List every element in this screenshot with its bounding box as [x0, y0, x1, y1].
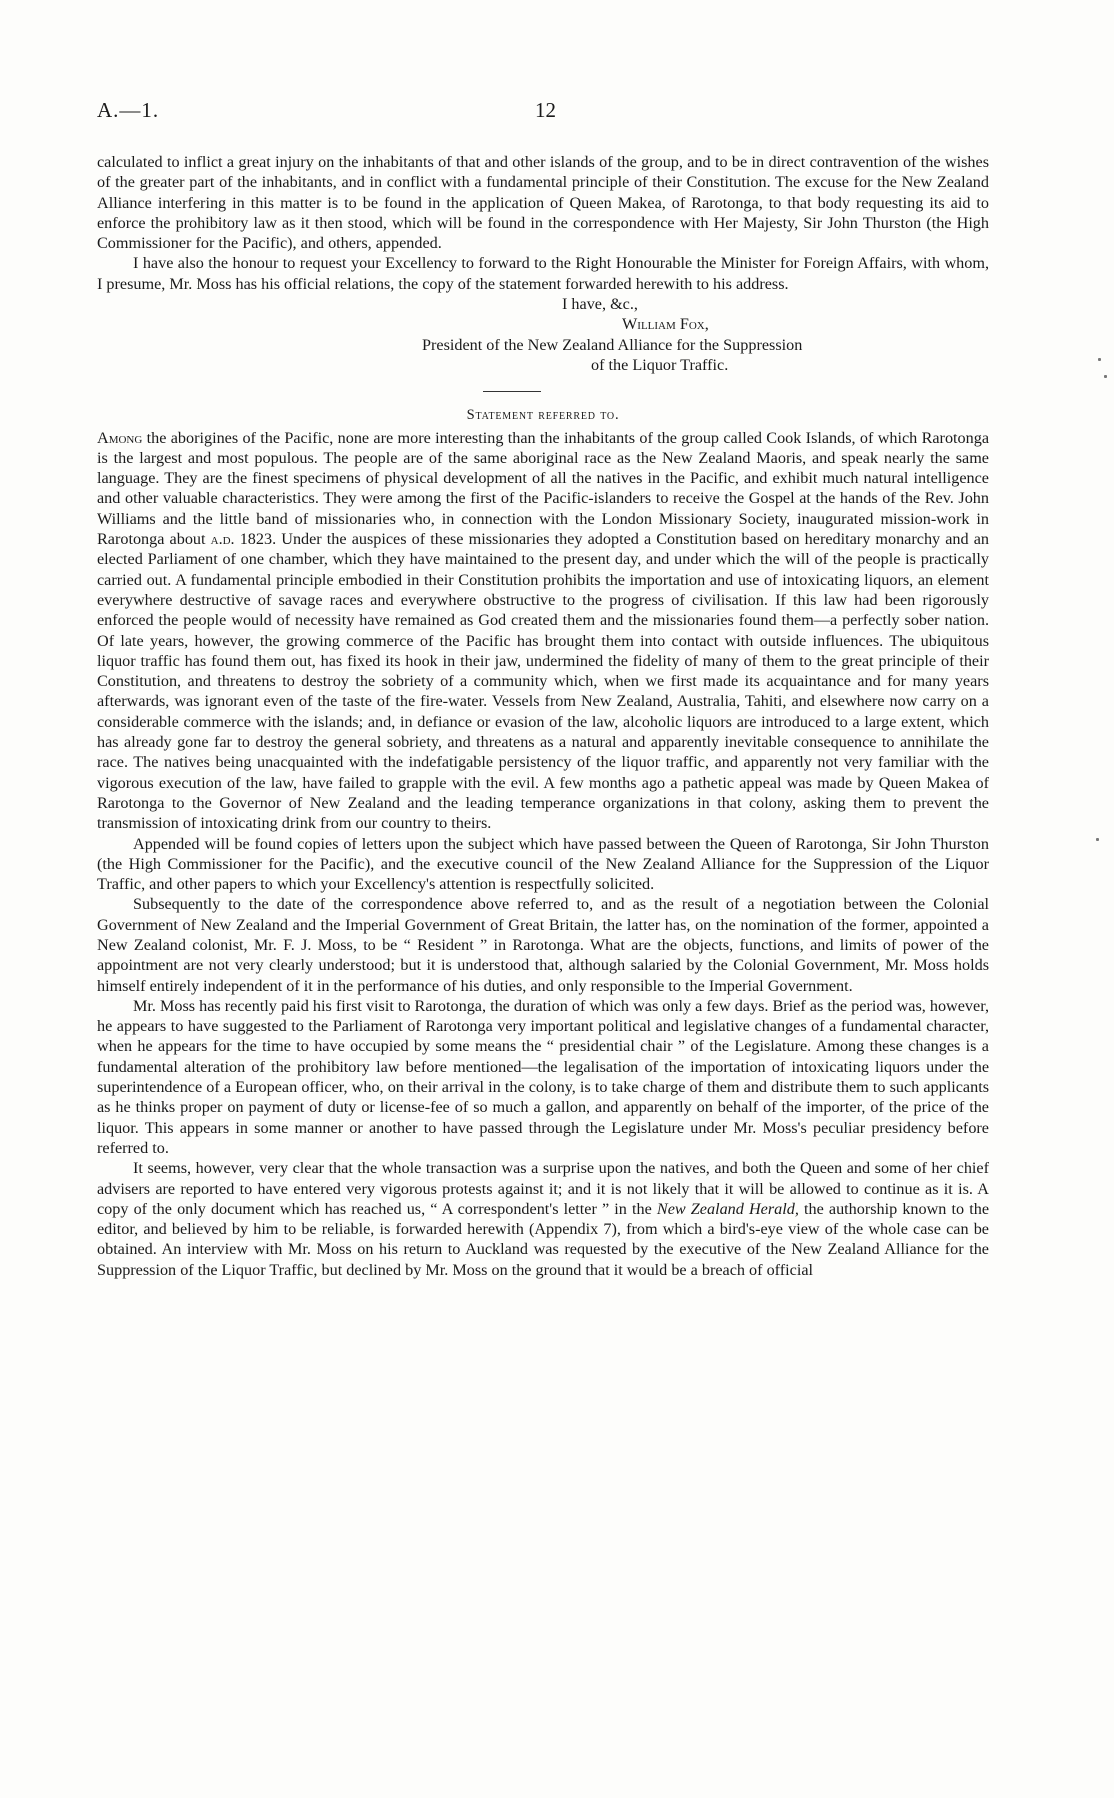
statement-paragraph-3: Subsequently to the date of the correspondence above referred to, and as the result of a negotiation between the Colonial Government of New Zealand and the Imperial Government of Great Britain, the latter has, on the nomination of the former, appointed a New Zealand colonist, Mr. F. J. Moss, to be “ Resident ” in Rarotonga. What are the objects, functions, and limits of power of the appointment are not very clearly understood; but it is understood that, although salaried by the Colonial Government, Mr. Moss holds himself entirely independent of it in the performance of his duties, and only responsible to the Imperial Government.	[97, 895, 989, 995]
continuation-paragraph: calculated to inflict a great injury on the inhabitants of that and other islands of the group, and to be in direct contravention of the wishes of the greater part of the inhabitants, and in conflict with a fundamental principle of their Constitution. The excuse for the New Zealand Alliance interfering in this matter is to be found in the application of Queen Makea, of Rarotonga, to that body requesting its aid to enforce the prohibitory law as it then stood, which will be found in the correspondence with Her Majesty, Sir John Thurston (the High Commissioner for the Pacific), and others, appended.	[97, 153, 989, 253]
statement-paragraph-5	[97, 1158, 989, 1280]
signatory-title-line-1: President of the New Zealand Alliance for the Suppression	[422, 335, 803, 354]
margin-speck	[1098, 358, 1101, 361]
page-number: 12	[535, 98, 556, 122]
statement-p1-part-a: the aborigines of the Pacific, none are more interesting than the inhabitants of the group called Cook Islands, of which Rarotonga is the largest and most populous. The people are of the same aboriginal race as the New Zealand Maoris, and speak nearly the same language. They are the finest specimens of physical development of all the natives in the Pacific, and exhibit much natural intelligence and other valuable characteristics. They were among the first of the Pacific-islanders to receive the Gospel at the hands of the Rev. John Williams and the little band of missionaries who, in connection with the London Missionary Society, inaugurated mission-work in Rarotonga about	[97, 428, 989, 549]
statement-paragraph-2: Appended will be found copies of letters upon the subject which have passed between the Queen of Rarotonga, Sir John Thurston (the High Commissioner for the Pacific), and the executive council of the New Zealand Alliance for the Suppression of the Liquor Traffic, and other papers to which your Excellency's attention is respectfully solicited.	[97, 834, 989, 894]
statement-p5-part-b: the authorship known to the editor, and believed by him to be reliable, is forwarded herewith (Appendix 7), from which a bird's-eye view of the whole case can be obtained. An interview with Mr. Moss on his return to Auckland was requested by the executive of the New Zealand Alliance for the Suppression of the Liquor Traffic, but declined by Mr. Moss on the ground that it would be a breach of official	[97, 1199, 989, 1279]
statement-paragraph-4: Mr. Moss has recently paid his first visit to Rarotonga, the duration of which was only a few days. Brief as the period was, however, he appears to have suggested to the Parliament of Rarotonga very important political and legislative changes of a fundamental character, when he appears for the time to have occupied by some means the “ presidential chair ” of the Legislature. Among these changes is a fundamental alteration of the prohibitory law before mentioned—the legalisation of the importation of intoxicating liquors under the superintendence of a European officer, who, on their arrival in the colony, is to take charge of them and distribute them to such applicants as he thinks proper on payment of duty or license-fee of so much a gallon, and apparently on behalf of the importer, of the price of the liquor. This appears in some manner or another to have passed through the Legislature under Mr. Moss's peculiar presidency before referred to.	[97, 996, 989, 1157]
statement-paragraph-1	[97, 428, 989, 834]
closing-salutation: I have, &c.,	[562, 295, 638, 314]
statement-p5-part-a: It seems, however, very clear that the whole transaction was a surprise upon the natives, and both the Queen and some of her chief advisers are reported to have entered very vigorous protests against it; and it is not likely that it will be allowed to continue as it is. A copy of the only document which has reached us, “ A correspondent's letter ” in the	[97, 1159, 989, 1218]
section-divider	[483, 391, 541, 392]
letter-closing	[97, 294, 989, 375]
statement-p1-part-b: 1823. Under the auspices of these missionaries they adopted a Constitution based on hereditary monarchy and an elected Parliament of one chamber, which they have maintained to the present day, and under which the will of the people is practically carried out. A fundamental principle embodied in their Constitution prohibits the importation and use of intoxicating liquors, an element everywhere destructive of savage races and everywhere obstructive to the progress of civilisation. If this law had been rigorously enforced the people would of necessity have remained as God created them and the missionaries found them—a perfectly sober nation. Of late years, however, the growing commerce of the Pacific has brought them into contact with outside influences. The ubiquitous liquor traffic has found them out, has fixed its hook in their jaw, undermined the fidelity of many of them to the great principle of their Constitution, and threatens to destroy the sobriety of a community which, when we first made its acquaintance and for many years afterwards, was ignorant even of the taste of the fire-water. Vessels from New Zealand, Australia, Tahiti, and elsewhere now carry on a considerable commerce with the islands; and, in defiance or evasion of the law, alcoholic liquors are introduced to a large extent, which has already gone far to destroy the general sobriety, and threatens as a natural and apparently inevitable consequence to annihilate the race. The natives being unacquainted with the indefatigable persistency of the liquor traffic, and apparently not very familiar with the vigorous execution of the law, have failed to grapple with the evil. A few months ago a pathetic appeal was made by Queen Makea of Rarotonga to the Governor of New Zealand and the leading temperance organizations in that colony, asking them to prevent the transmission of intoxicating drink from our country to theirs.	[97, 530, 989, 833]
margin-speck	[1096, 838, 1099, 841]
signatory-title-line-2: of the Liquor Traffic.	[591, 355, 729, 374]
margin-speck	[1104, 375, 1107, 378]
document-reference: A.—1.	[97, 98, 160, 122]
opening-word: Among	[97, 428, 143, 447]
era-abbreviation: a.d.	[210, 530, 235, 549]
page-header	[97, 98, 997, 128]
newspaper-title: New Zealand Herald,	[656, 1199, 799, 1218]
signatory-name: William Fox,	[622, 315, 709, 334]
statement-heading: Statement referred to.	[466, 407, 620, 424]
request-paragraph: I have also the honour to request your Excellency to forward to the Right Honourable the Minister for Foreign Affairs, with whom, I presume, Mr. Moss has his official relations, the copy of the statement forwarded herewith to his address.	[97, 254, 989, 293]
page-body	[97, 152, 989, 1280]
